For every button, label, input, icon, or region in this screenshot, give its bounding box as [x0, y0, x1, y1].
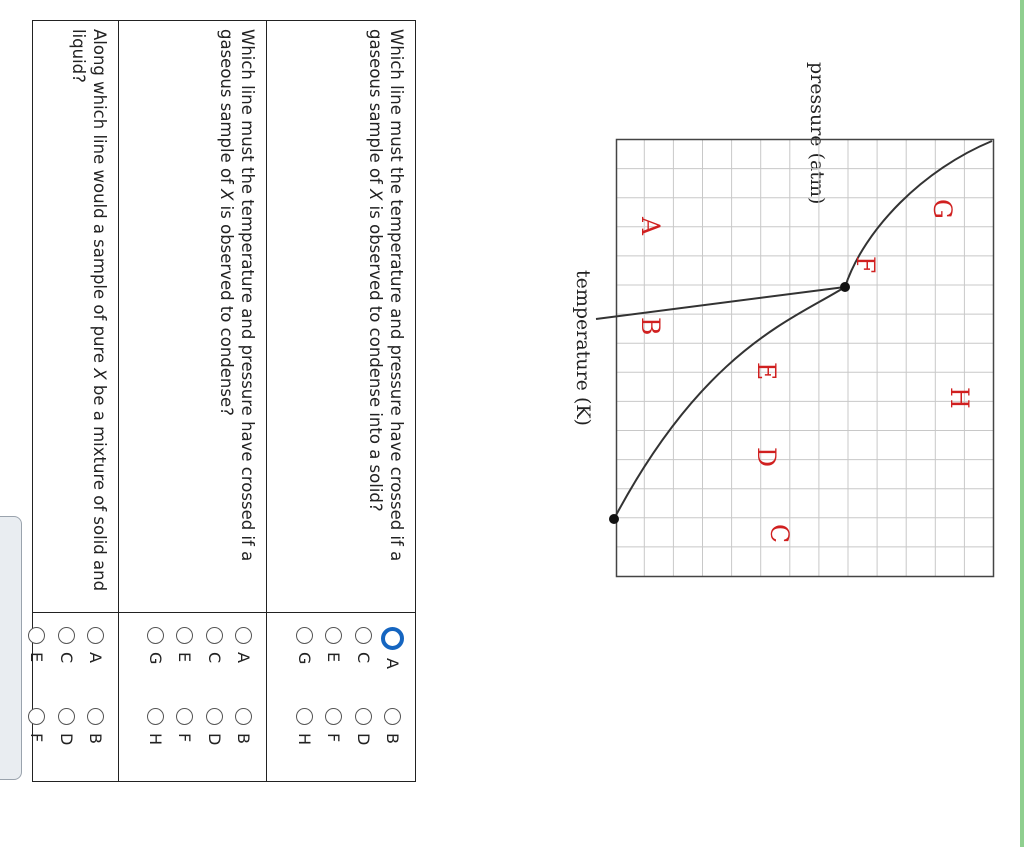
radio-button[interactable] — [58, 708, 75, 725]
answer-option-f[interactable] — [173, 708, 197, 742]
answer-option-a[interactable] — [84, 627, 108, 663]
option-label: D — [354, 733, 373, 746]
radio-button[interactable] — [177, 627, 194, 644]
label-f: F — [851, 256, 880, 274]
option-label: G — [146, 652, 165, 665]
answer-option-h[interactable] — [293, 708, 317, 745]
option-label: C — [57, 652, 76, 664]
answer-option-g[interactable] — [144, 627, 168, 664]
answer-option-b[interactable] — [381, 708, 405, 744]
option-label: E — [27, 652, 47, 663]
option-label: F — [175, 733, 195, 743]
radio-button[interactable] — [355, 708, 372, 725]
answer-option-h[interactable] — [144, 708, 168, 745]
answer-option-g[interactable] — [293, 627, 317, 664]
radio-button[interactable] — [29, 627, 46, 644]
question-variable: X — [90, 368, 109, 380]
option-label: B — [86, 733, 106, 744]
question-text-part: Along which line would a sample of pure — [90, 29, 109, 369]
option-label: F — [27, 733, 47, 743]
answer-option-c[interactable] — [203, 627, 227, 663]
answer-option-c[interactable] — [55, 627, 79, 663]
radio-button[interactable] — [236, 708, 253, 725]
option-label: E — [324, 652, 344, 663]
question-text-part: be a mixture of solid and liquid? — [69, 29, 109, 597]
label-d: D — [752, 447, 781, 468]
question-text-part: is observed to condense into a solid? — [366, 200, 385, 512]
triple-point — [840, 282, 850, 292]
label-b: B — [636, 317, 665, 336]
radio-button[interactable] — [296, 708, 313, 725]
radio-button[interactable] — [177, 708, 194, 725]
question-variable: X — [366, 189, 385, 201]
radio-button[interactable] — [296, 627, 313, 644]
question-text — [33, 21, 118, 613]
option-label: A — [234, 652, 254, 663]
radio-button[interactable] — [147, 708, 164, 725]
question-text — [267, 21, 415, 613]
question-table — [27, 20, 416, 782]
question-row — [27, 21, 119, 781]
label-g: G — [928, 199, 957, 219]
question-text-part: is observed to condense? — [217, 200, 236, 416]
answer-option-e[interactable] — [25, 627, 49, 662]
radio-button[interactable] — [385, 708, 402, 725]
option-label: C — [354, 652, 373, 664]
answer-option-d[interactable] — [203, 708, 227, 745]
option-label: H — [295, 733, 314, 746]
question-text-part: Which line must the temperature and pressure have crossed if a gaseous sample of — [217, 29, 257, 567]
radio-button[interactable] — [58, 627, 75, 644]
radio-button[interactable] — [236, 627, 253, 644]
option-label: B — [383, 733, 403, 744]
option-label: H — [146, 733, 165, 746]
option-label: G — [295, 652, 314, 665]
question-row — [119, 21, 267, 781]
option-label: B — [234, 733, 254, 744]
label-a: A — [636, 217, 665, 236]
answer-option-f[interactable] — [322, 708, 346, 742]
answer-option-b[interactable] — [232, 708, 256, 744]
option-label: A — [86, 652, 106, 663]
answer-option-d[interactable] — [352, 708, 376, 745]
option-label: A — [383, 658, 403, 669]
critical-point — [609, 514, 619, 524]
radio-button[interactable] — [206, 708, 223, 725]
option-label: D — [205, 733, 224, 746]
question-row — [267, 21, 415, 781]
radio-button[interactable] — [326, 708, 343, 725]
label-h: H — [945, 387, 974, 409]
radio-button[interactable] — [88, 627, 105, 644]
option-label: C — [205, 652, 224, 664]
radio-button[interactable] — [355, 627, 372, 644]
radio-button[interactable] — [88, 708, 105, 725]
option-label: F — [324, 733, 344, 743]
radio-button[interactable] — [382, 627, 405, 650]
page-edge — [1020, 0, 1024, 847]
label-e: E — [752, 362, 781, 381]
x-axis-label: temperature (K) — [572, 270, 594, 426]
radio-button[interactable] — [326, 627, 343, 644]
question-variable: X — [217, 189, 236, 201]
answer-option-d[interactable] — [55, 708, 79, 745]
label-c: C — [765, 524, 794, 544]
answer-option-e[interactable] — [322, 627, 346, 662]
radio-button[interactable] — [206, 627, 223, 644]
answer-option-f[interactable] — [25, 708, 49, 742]
question-text — [119, 21, 266, 613]
y-axis-label: pressure (atm) — [806, 62, 828, 205]
answer-option-a[interactable] — [381, 627, 405, 669]
answer-option-e[interactable] — [173, 627, 197, 662]
answer-option-a[interactable] — [232, 627, 256, 663]
question-text-part: Which line must the temperature and pressure have crossed if a gaseous sample of — [366, 29, 406, 567]
radio-button[interactable] — [29, 708, 46, 725]
answer-option-c[interactable] — [352, 627, 376, 663]
option-label: D — [57, 733, 76, 746]
side-panel[interactable] — [0, 516, 22, 780]
phase-diagram — [612, 139, 994, 583]
option-label: E — [175, 652, 195, 663]
answer-option-b[interactable] — [84, 708, 108, 744]
radio-button[interactable] — [147, 627, 164, 644]
